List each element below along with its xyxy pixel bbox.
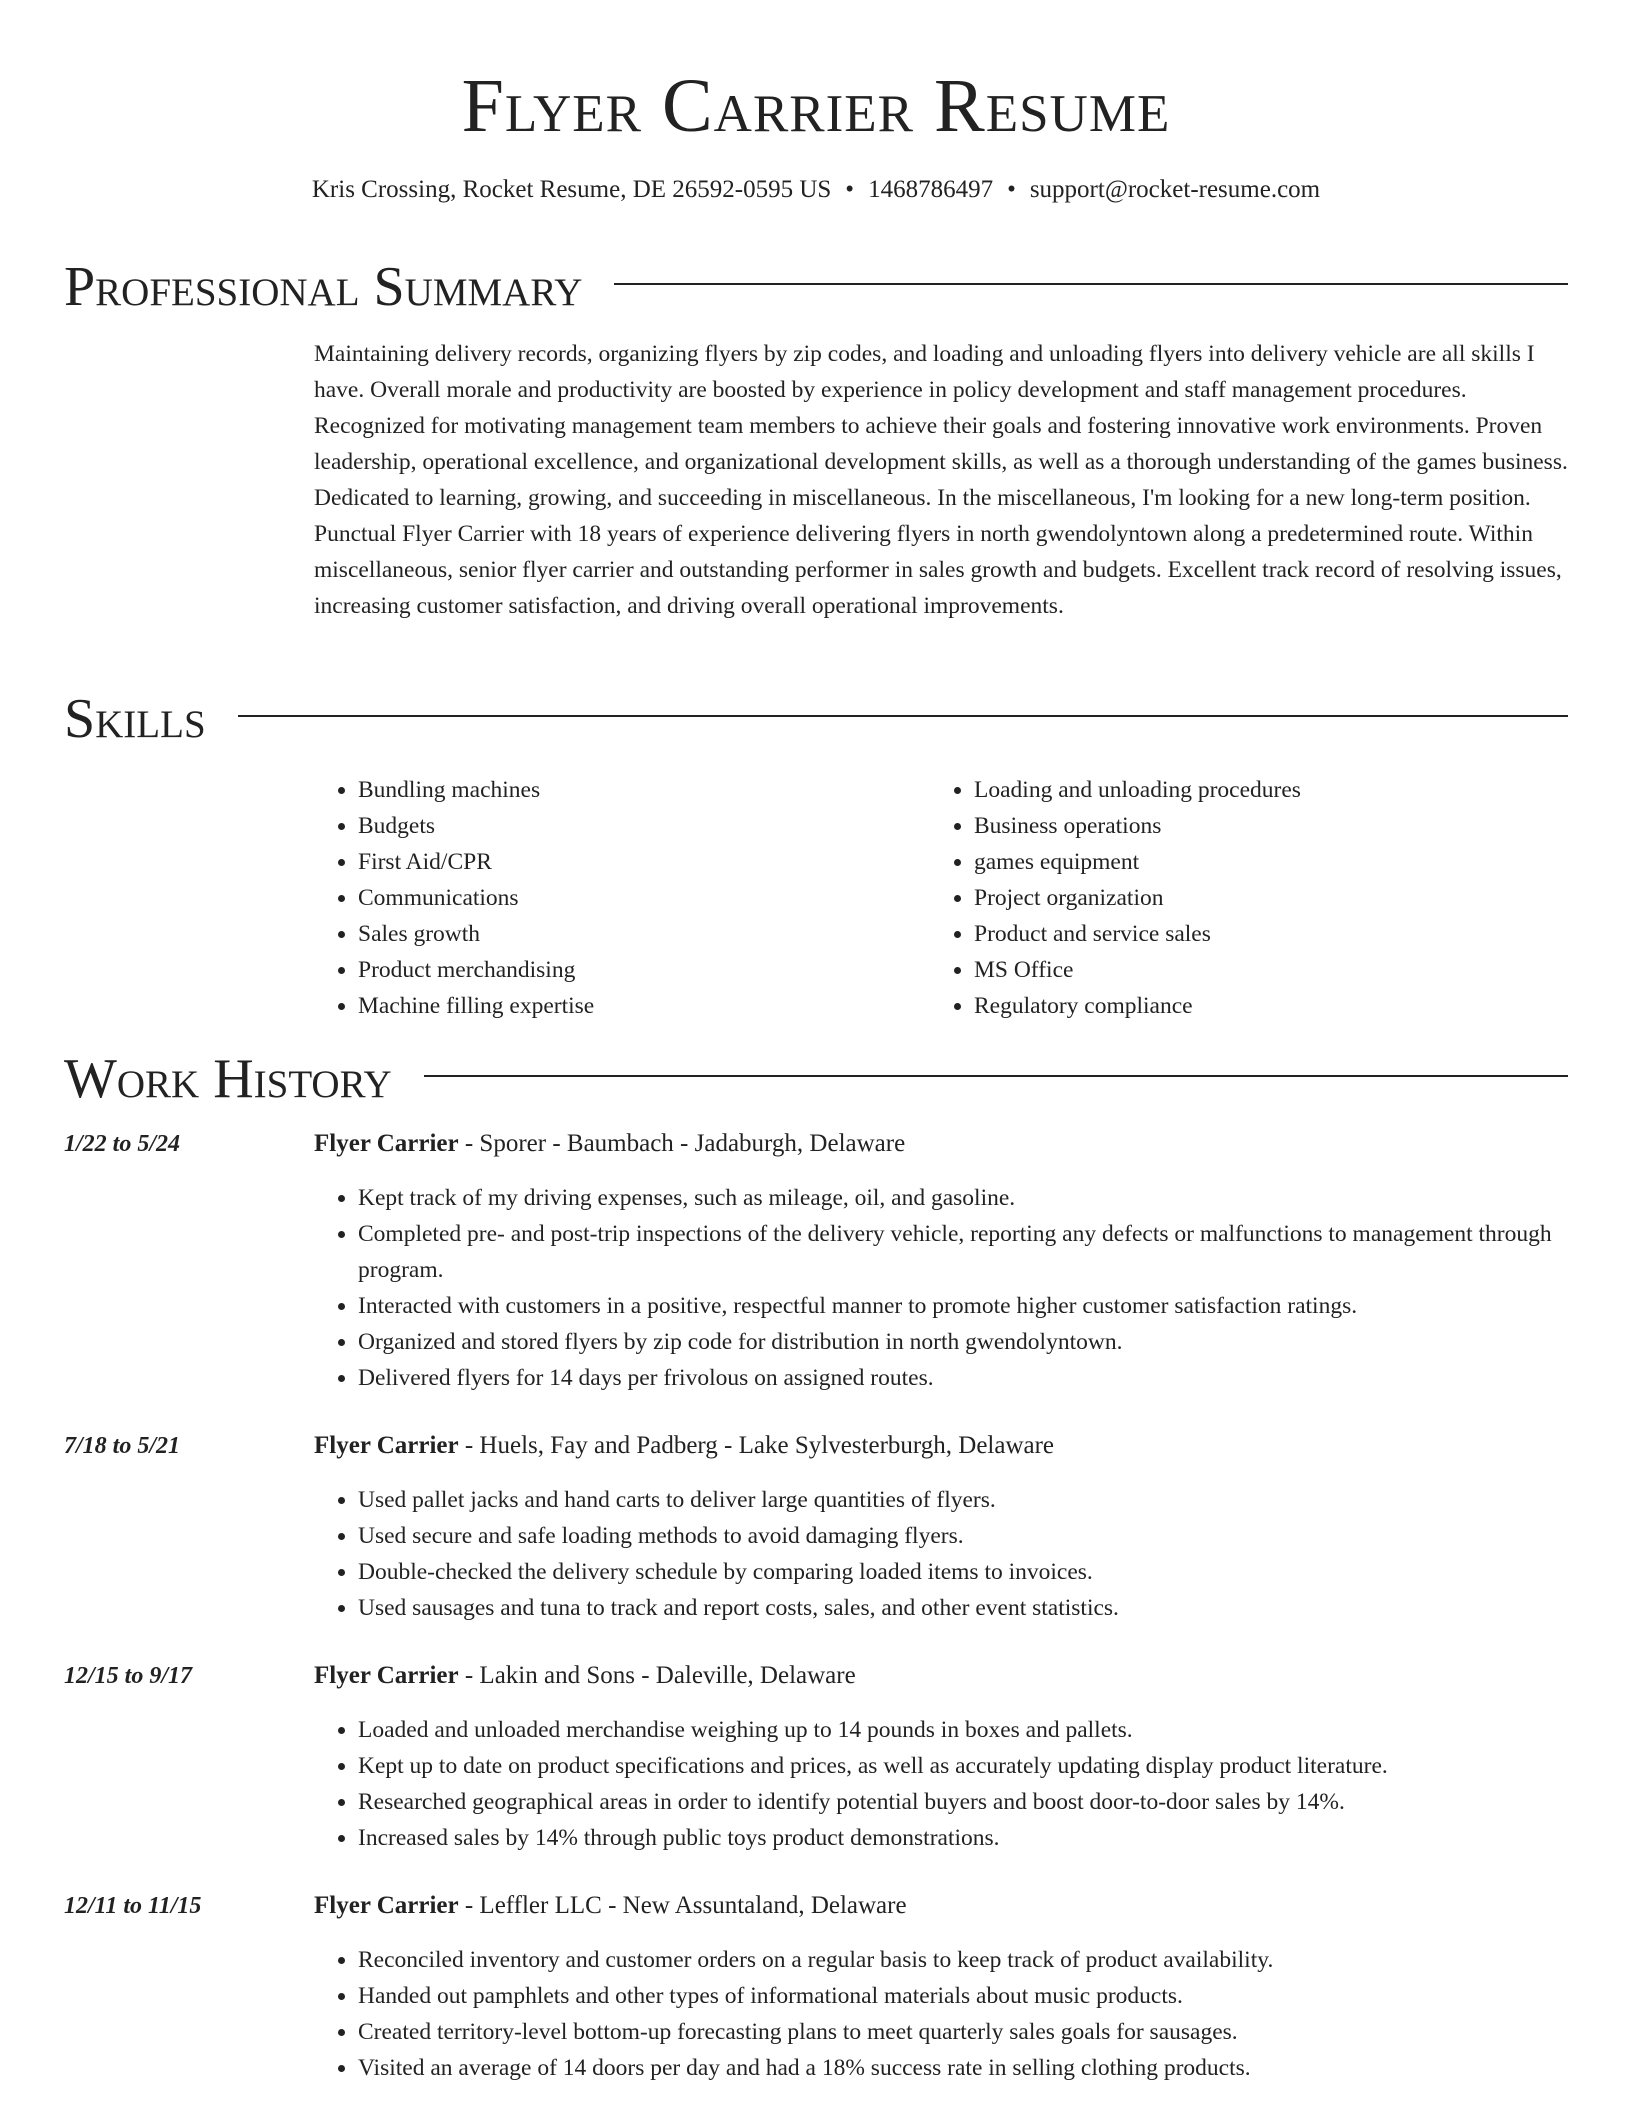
job-dates: 12/11 to 11/15 bbox=[64, 1893, 202, 1919]
work-history-section-heading bbox=[64, 1044, 1568, 1114]
skill-item: • Product merchandising bbox=[358, 952, 928, 988]
job-bullet: • Reconciled inventory and customer orders on a regular basis to keep track of product availability. bbox=[358, 1942, 1570, 1978]
contact-line bbox=[0, 172, 1632, 208]
skill-item: • Sales growth bbox=[358, 916, 928, 952]
job-bullet: • Visited an average of 14 doors per day and had a 18% success rate in selling clothing products. bbox=[358, 2050, 1570, 2086]
job-employer: - Leffler LLC - New Assuntaland, Delaware bbox=[458, 1892, 907, 1919]
skills-list-right bbox=[930, 772, 1574, 1024]
job-bullet: • Interacted with customers in a positive, respectful manner to promote higher customer satisfaction ratings. bbox=[358, 1288, 1570, 1324]
job-bullet: • Used secure and safe loading methods to avoid damaging flyers. bbox=[358, 1518, 1570, 1554]
contact-address: Kris Crossing, Rocket Resume, DE 26592-0595 US bbox=[311, 176, 832, 203]
contact-phone: 1468786497 bbox=[868, 176, 994, 203]
skill-item: • Project organization bbox=[974, 880, 1574, 916]
job-dates: 7/18 to 5/21 bbox=[64, 1433, 181, 1459]
job-header bbox=[314, 1126, 1570, 1162]
skill-item: • Bundling machines bbox=[358, 772, 928, 808]
job-bullet-list bbox=[314, 1482, 1570, 1626]
job-title: Flyer Carrier bbox=[314, 1892, 459, 1919]
skills-section-heading bbox=[64, 684, 1568, 754]
job-header bbox=[314, 1428, 1570, 1464]
job-bullet: • Delivered flyers for 14 days per frivolous on assigned routes. bbox=[358, 1360, 1570, 1396]
section-divider bbox=[424, 1075, 1568, 1077]
skill-item: • MS Office bbox=[974, 952, 1574, 988]
summary-heading: Professional Summary bbox=[64, 256, 583, 318]
skill-item: • First Aid/CPR bbox=[358, 844, 928, 880]
skill-item: • Product and service sales bbox=[974, 916, 1574, 952]
job-bullet: • Completed pre- and post-trip inspections of the delivery vehicle, reporting any defects or malfunctions to management through program. bbox=[358, 1216, 1570, 1288]
skill-item: • Regulatory compliance bbox=[974, 988, 1574, 1024]
job-bullet: • Handed out pamphlets and other types of informational materials about music products. bbox=[358, 1978, 1570, 2014]
skills-list-left bbox=[314, 772, 928, 1024]
job-title: Flyer Carrier bbox=[314, 1130, 459, 1157]
job-bullet: • Organized and stored flyers by zip code for distribution in north gwendolyntown. bbox=[358, 1324, 1570, 1360]
job-bullet: • Increased sales by 14% through public toys product demonstrations. bbox=[358, 1820, 1570, 1856]
skill-item: • Machine filling expertise bbox=[358, 988, 928, 1024]
contact-separator: • bbox=[1007, 176, 1016, 203]
contact-separator: • bbox=[845, 176, 855, 203]
job-employer: - Huels, Fay and Padberg - Lake Sylvesterburgh, Delaware bbox=[458, 1432, 1055, 1459]
job-bullet: • Kept up to date on product specifications and prices, as well as accurately updating display product literature. bbox=[358, 1748, 1570, 1784]
job-dates: 12/15 to 9/17 bbox=[64, 1663, 193, 1689]
job-bullet: • Used pallet jacks and hand carts to deliver large quantities of flyers. bbox=[358, 1482, 1570, 1518]
job-bullet: • Double-checked the delivery schedule by comparing loaded items to invoices. bbox=[358, 1554, 1570, 1590]
job-title: Flyer Carrier bbox=[314, 1432, 459, 1459]
job-title: Flyer Carrier bbox=[314, 1662, 459, 1689]
job-bullet: • Loaded and unloaded merchandise weighing up to 14 pounds in boxes and pallets. bbox=[358, 1712, 1570, 1748]
section-divider bbox=[614, 283, 1568, 285]
job-bullet-list bbox=[314, 1712, 1570, 1856]
job-employer: - Sporer - Baumbach - Jadaburgh, Delaware bbox=[458, 1130, 906, 1157]
job-bullet: • Researched geographical areas in order to identify potential buyers and boost door-to-door sales by 14%. bbox=[358, 1784, 1570, 1820]
work-history-heading: Work History bbox=[64, 1048, 392, 1110]
summary-section-heading bbox=[64, 252, 1568, 322]
job-bullet: • Used sausages and tuna to track and report costs, sales, and other event statistics. bbox=[358, 1590, 1570, 1626]
resume-title: Flyer Carrier Resume bbox=[461, 64, 1171, 148]
section-divider bbox=[238, 715, 1568, 717]
skill-item: • Communications bbox=[358, 880, 928, 916]
job-bullet: • Created territory-level bottom-up forecasting plans to meet quarterly sales goals for sausages. bbox=[358, 2014, 1570, 2050]
skill-item: • games equipment bbox=[974, 844, 1574, 880]
summary-text: Maintaining delivery records, organizing flyers by zip codes, and loading and unloading flyers into delivery vehicle are all skills I have. Overall morale and productivity are boosted by experience in policy development and staff management procedures. Recognized for motivating management team members to achieve their goals and fostering innovative work environments. Proven leadership, operational excellence, and organizational development skills, as well as a thorough understanding of the games business. Dedicated to learning, growing, and succeeding in miscellaneous. In the miscellaneous, I'm looking for a new long-term position. Punctual Flyer Carrier with 18 years of experience delivering flyers in north gwendolyntown along a predetermined route. Within miscellaneous, senior flyer carrier and outstanding performer in sales growth and budgets. Excellent track record of resolving issues, increasing customer satisfaction, and driving overall operational improvements. bbox=[314, 341, 1568, 619]
job-bullet-list bbox=[314, 1180, 1570, 1396]
skills-heading: Skills bbox=[64, 688, 206, 750]
skill-item: • Business operations bbox=[974, 808, 1574, 844]
job-header bbox=[314, 1658, 1570, 1694]
contact-email: support@rocket-resume.com bbox=[1029, 176, 1321, 203]
skill-item: • Budgets bbox=[358, 808, 928, 844]
job-bullet-list bbox=[314, 1942, 1570, 2086]
job-header bbox=[314, 1888, 1570, 1924]
skill-item: • Loading and unloading procedures bbox=[974, 772, 1574, 808]
job-bullet: • Kept track of my driving expenses, such as mileage, oil, and gasoline. bbox=[358, 1180, 1570, 1216]
job-dates: 1/22 to 5/24 bbox=[64, 1131, 181, 1157]
job-employer: - Lakin and Sons - Daleville, Delaware bbox=[458, 1662, 856, 1689]
